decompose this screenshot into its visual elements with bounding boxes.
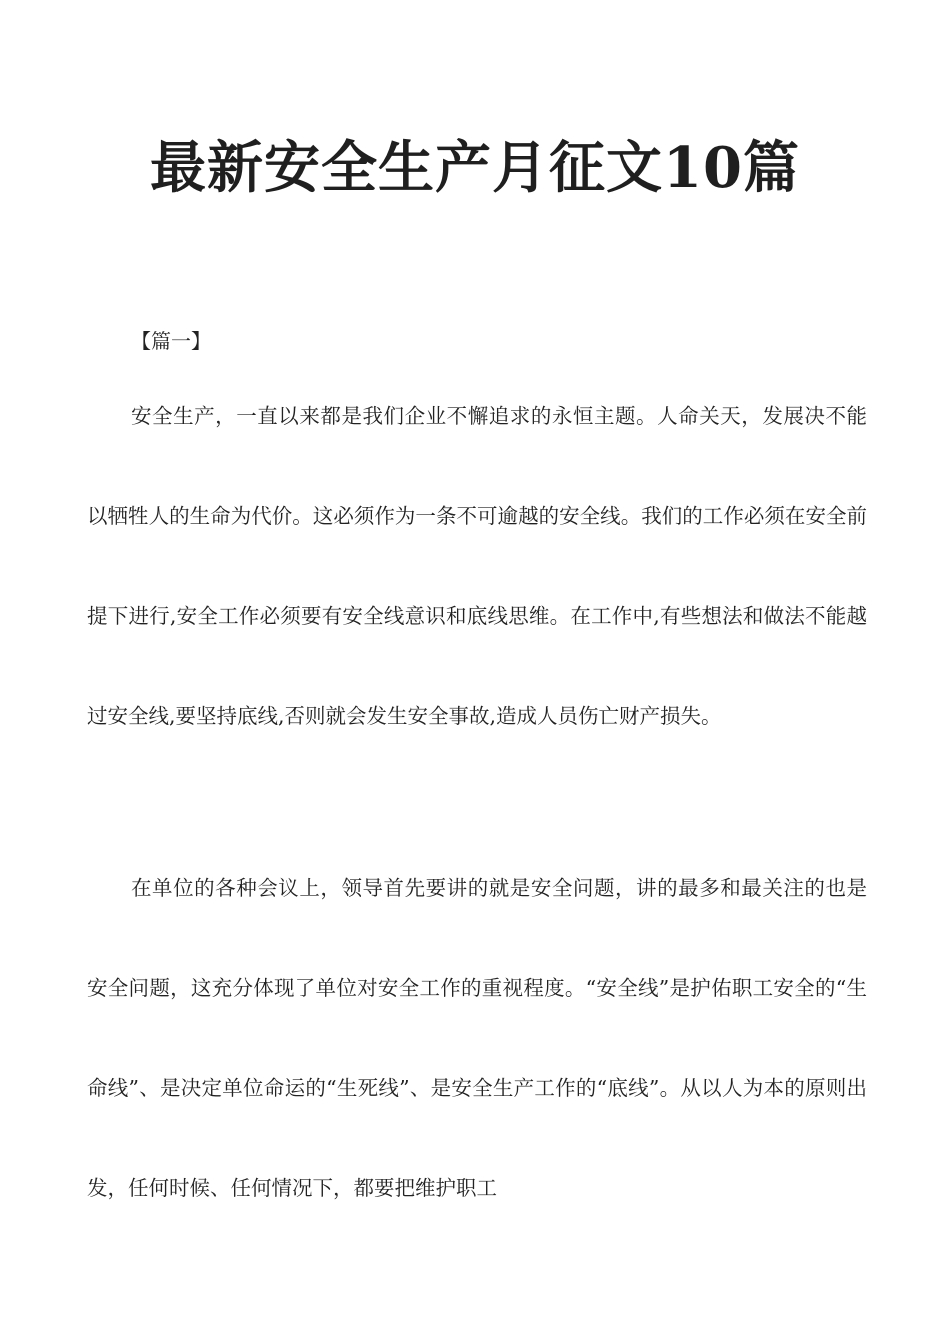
body-paragraph-2: 在单位的各种会议上，领导首先要讲的就是安全问题，讲的最多和最关注的也是安全问题，这充分体现了单位对安全工作的重视程度。“安全线”是护佑职工安全的“生命线”、是决定单位命运的“生死线”、是安全生产工作的“底线”。从以人为本的原则出发，任何时候、任何情况下，都要把维护职工 (87, 876, 867, 1200)
body-paragraph-1: 安全生产，一直以来都是我们企业不懈追求的永恒主题。人命关天，发展决不能以牺牲人的生命为代价。这必须作为一条不可逾越的安全线。我们的工作必须在安全前提下进行,安全工作必须要有安全线意识和底线思维。在工作中,有些想法和做法不能越过安全线,要坚持底线,否则就会发生安全事故,造成人员伤亡财产损失。 (87, 404, 867, 728)
document-title: 最新安全生产月征文10篇 (150, 135, 800, 201)
section-label: 【篇一】 (131, 329, 211, 353)
